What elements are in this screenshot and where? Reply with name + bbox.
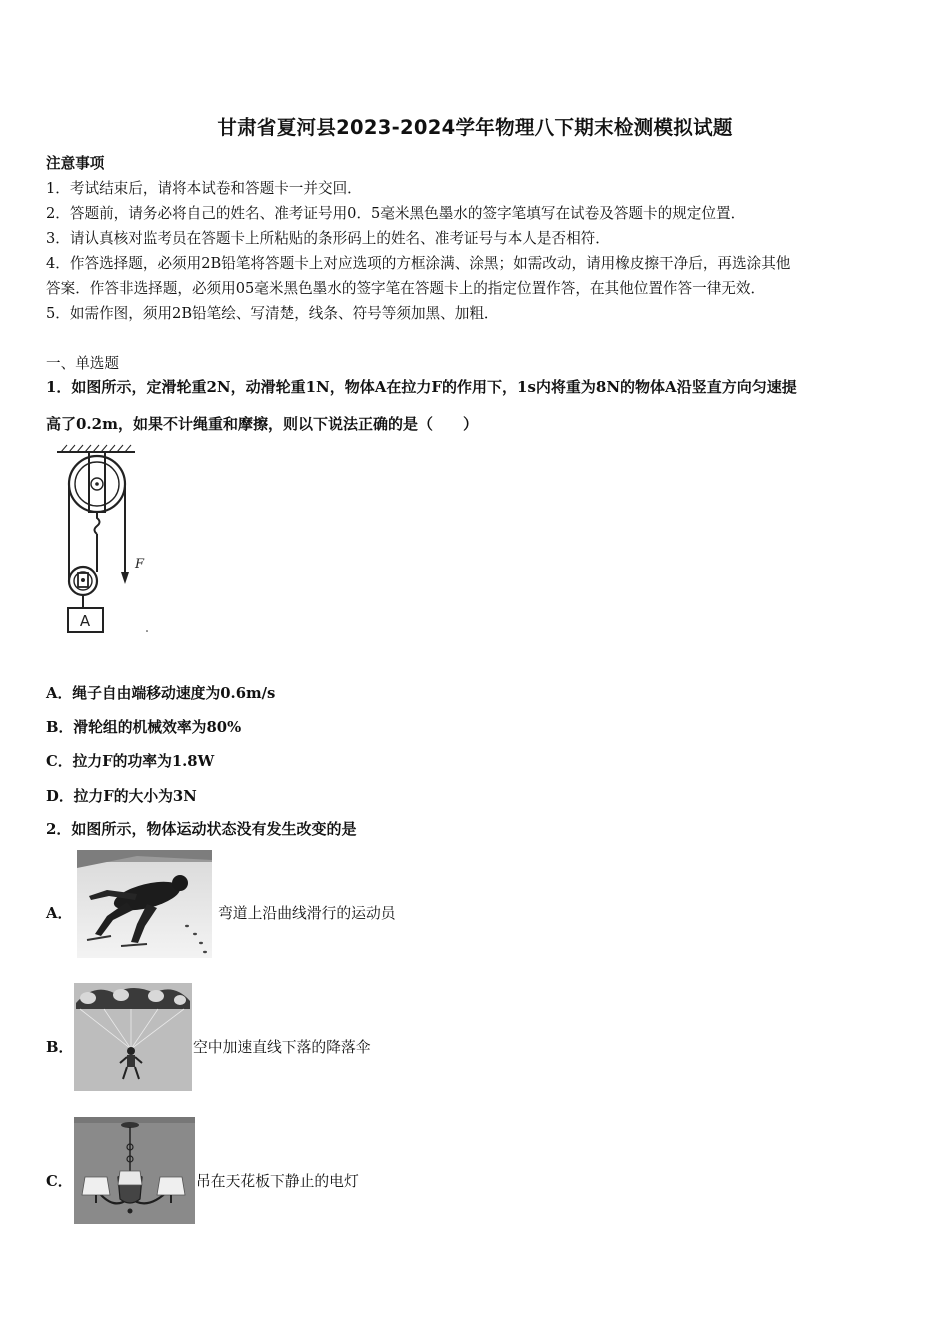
notice-item: 5．如需作图，须用2B铅笔绘、写清楚，线条、符号等须加黑、加粗． [46, 305, 499, 322]
question-1-option-c: C．拉力F的功率为1.8W [46, 753, 215, 770]
page-title: 甘肃省夏河县2023-2024学年物理八下期末检测模拟试题 [217, 116, 733, 139]
notice-item: 4．作答选择题，必须用2B铅笔将答题卡上对应选项的方框涂满、涂黑；如需改动，请用橡皮擦干净后，再选涂其他 [46, 255, 791, 272]
question-1-option-a: A．绳子自由端移动速度为0.6m/s [46, 685, 276, 702]
question-1-option-d: D．拉力F的大小为3N [46, 788, 197, 805]
question-1-option-b: B．滑轮组的机械效率为80% [46, 719, 242, 736]
question-2-option-c-label: C． [46, 1173, 73, 1190]
question-2-option-a-text: 弯道上沿曲线滑行的运动员 [218, 905, 396, 922]
question-2-stem: 2．如图所示，物体运动状态没有发生改变的是 [46, 820, 357, 838]
question-1-stem-cont: 高了0.2m，如果不计绳重和摩擦，则以下说法正确的是（ ） [46, 415, 478, 433]
force-label: F [135, 557, 145, 572]
question-2-option-a-label: A． [46, 905, 73, 922]
parachute-image [74, 983, 192, 1091]
notice-heading: 注意事项 [46, 155, 105, 172]
notice-item: 2．答题前，请务必将自己的姓名、准考证号用0．5毫米黑色墨水的签字笔填写在试卷及答题卡的规定位置． [46, 205, 746, 222]
notice-item: 3．请认真核对监考员在答题卡上所粘贴的条形码上的姓名、准考证号与本人是否相符． [46, 230, 610, 247]
ceiling-lamp-image [74, 1117, 195, 1224]
question-2-option-b-text: 空中加速直线下落的降落伞 [193, 1039, 371, 1056]
block-label: A [79, 612, 91, 630]
speed-skater-image [77, 850, 212, 958]
question-1-stem: 1．如图所示，定滑轮重2N，动滑轮重1N，物体A在拉力F的作用下，1s内将重为8N的物体A沿竖直方向匀速提 [46, 378, 797, 396]
pulley-diagram [55, 444, 165, 638]
question-2-option-c-text: 吊在天花板下静止的电灯 [196, 1173, 359, 1190]
section-heading: 一、单选题 [46, 355, 119, 372]
question-2-option-b-label: B． [46, 1039, 74, 1056]
notice-item: 答案．作答非选择题，必须用05毫米黑色墨水的签字笔在答题卡上的指定位置作答，在其他位置作答一律无效． [46, 280, 766, 297]
notice-item: 1．考试结束后，请将本试卷和答题卡一并交回． [46, 180, 362, 197]
